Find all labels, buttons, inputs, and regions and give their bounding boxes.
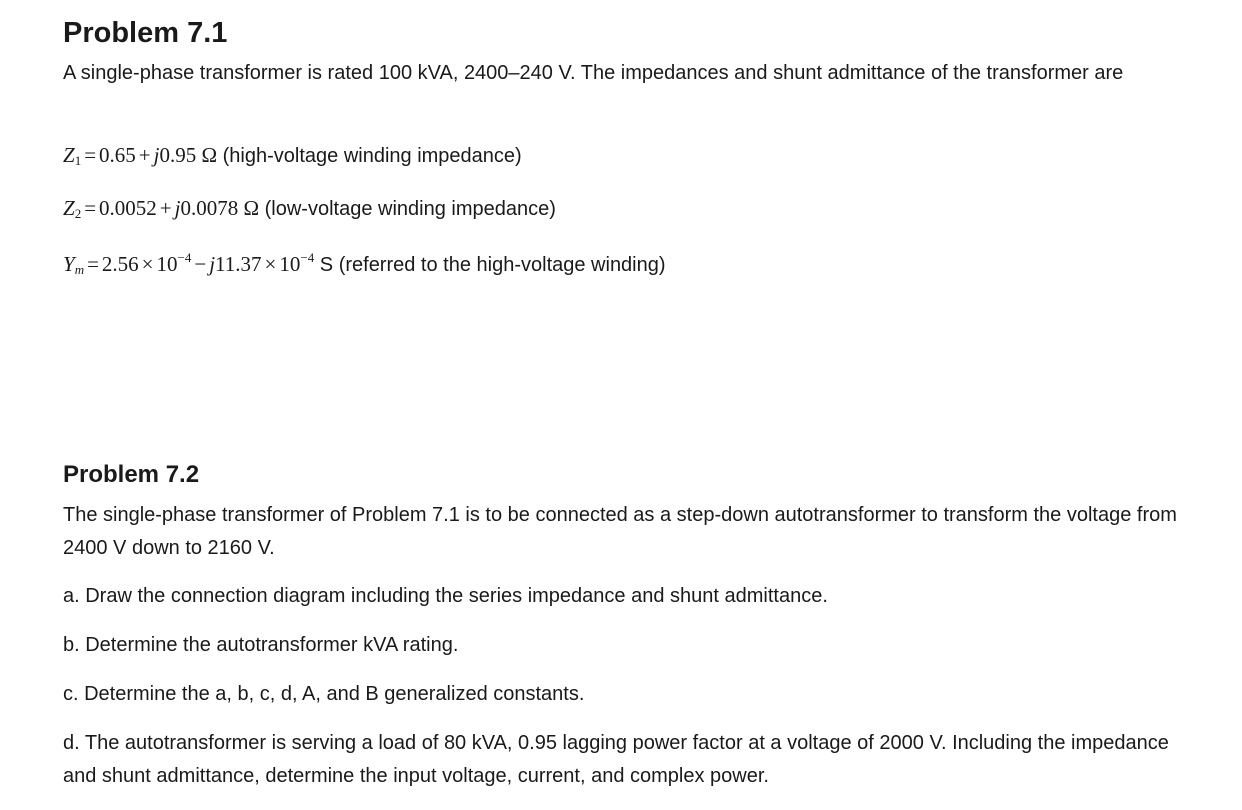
z2-description: (low-voltage winding impedance) [264, 198, 556, 220]
z2-equation [63, 194, 556, 228]
problem-7-1-title: Problem 7.1 [63, 17, 228, 49]
ym-formula: $Y_m = 2.56 \times 10^{-4} - j11.37 \times 10^{-4}$ [63, 250, 315, 277]
ym-equation [63, 250, 666, 284]
z1-description: (high-voltage winding impedance) [222, 145, 522, 167]
part-a: a. Draw the connection diagram including the series impedance and shunt admittance. [63, 585, 828, 607]
problem-7-2-intro: The single-phase transformer of Problem 7.1 is to be connected as a step-down autotransformer to transform the voltage from 2400 V down to 2160 V. [63, 504, 1177, 559]
z2-formula: $Z_2 = 0.0052 + j0.0078$ Ω [63, 196, 260, 221]
ym-unit: S [319, 254, 334, 276]
problem-7-1-intro: A single-phase transformer is rated 100 kVA, 2400–240 V. The impedances and shunt admittance of the transformer are [63, 62, 1124, 84]
z1-formula: $Z_1 = 0.65 + j0.95$ Ω [63, 143, 218, 168]
part-d: d. The autotransformer is serving a load of 80 kVA, 0.95 lagging power factor at a voltage of 2000 V. Including the impedance and shunt admittance, determine the input voltage, current, and complex power. [63, 732, 1169, 787]
part-c: c. Determine the a, b, c, d, A, and B generalized constants. [63, 683, 585, 705]
part-b: b. Determine the autotransformer kVA rating. [63, 634, 459, 656]
z1-equation [63, 141, 522, 175]
problem-7-2-title: Problem 7.2 [63, 461, 200, 488]
ym-description: (referred to the high-voltage winding) [338, 254, 666, 276]
